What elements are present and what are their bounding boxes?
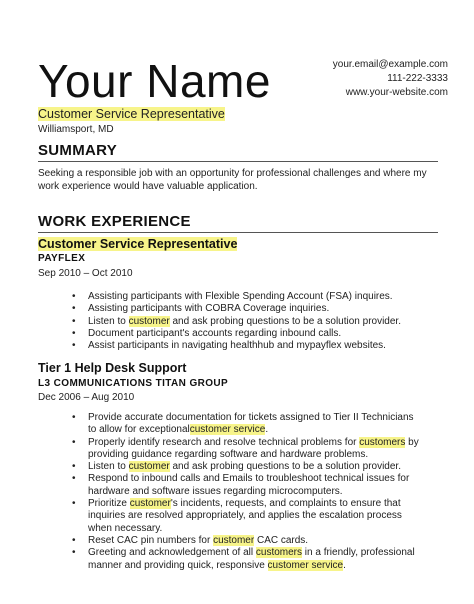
company-name: L3 COMMUNICATIONS TITAN GROUP [38, 378, 229, 389]
headline-text: Customer Service Representative [38, 107, 225, 121]
duty-item: • Greeting and acknowledgement of all customers in a friendly, professional manner and providing quick, responsive customer service. [88, 547, 422, 572]
duties-list [66, 291, 422, 352]
job-title [38, 237, 237, 251]
experience-heading: WORK EXPERIENCE [38, 213, 191, 230]
duty-item: • Assist participants in navigating healthhub and mypayflex websites. [88, 340, 422, 352]
contact-website[interactable]: www.your-website.com [345, 87, 448, 98]
keyword-highlight: customer [128, 315, 170, 327]
duty-item: • Reset CAC pin numbers for customer CAC cards. [88, 535, 422, 547]
keyword-highlight: customers [255, 547, 303, 559]
contact-phone: 111-222-3333 [387, 73, 448, 84]
keyword-highlight: customer [213, 534, 255, 546]
summary-text: Seeking a responsible job with an opportunity for professional challenges and where my work experience would have valuable application. [38, 168, 427, 192]
duty-item: • Listen to customer and ask probing questions to be a solution provider. [88, 461, 422, 473]
job-dates: Sep 2010 – Oct 2010 [38, 268, 133, 279]
keyword-highlight: customer [129, 498, 171, 510]
duty-item: • Properly identify research and resolve technical problems for customers by providing guidance regarding software and hardware problems. [88, 437, 422, 462]
keyword-highlight: customer [128, 461, 170, 473]
duty-item: • Listen to customer and ask probing questions to be a solution provider. [88, 316, 422, 328]
duty-item: • Assisting participants with Flexible Spending Account (FSA) inquires. [88, 291, 422, 303]
duty-item: • Prioritize customer's incidents, requests, and complaints to ensure that inquiries are resolved appropriately, and applies the escalation process when necessary. [88, 498, 422, 535]
job-title-text: Customer Service Representative [38, 237, 238, 251]
experience-divider [38, 232, 438, 233]
contact-block [333, 58, 448, 100]
contact-email[interactable]: your.email@example.com [332, 59, 448, 70]
keyword-highlight: customer service [189, 424, 266, 436]
company-name: PAYFLEX [38, 253, 86, 264]
summary-divider [38, 161, 438, 162]
keyword-highlight: customers [359, 436, 406, 448]
job-dates: Dec 2006 – Aug 2010 [38, 392, 135, 403]
location: Williamsport, MD [38, 124, 114, 135]
duty-item: • Document participant's accounts regarding inbound calls. [88, 328, 422, 340]
candidate-name: Your Name [38, 55, 271, 107]
duty-item: • Provide accurate documentation for tickets assigned to Tier II Technicians to allow for exceptionalcustomer service. [88, 412, 422, 437]
keyword-highlight: customer service [267, 559, 344, 571]
duty-item: • Respond to inbound calls and Emails to troubleshoot technical issues for hardware and software issues regarding microcomputers. [88, 473, 422, 498]
duty-item: • Assisting participants with COBRA Coverage inquiries. [88, 303, 422, 315]
job-title: Tier 1 Help Desk Support [38, 361, 187, 375]
summary-heading: SUMMARY [38, 142, 118, 159]
duties-list [66, 412, 422, 572]
headline [38, 107, 225, 122]
